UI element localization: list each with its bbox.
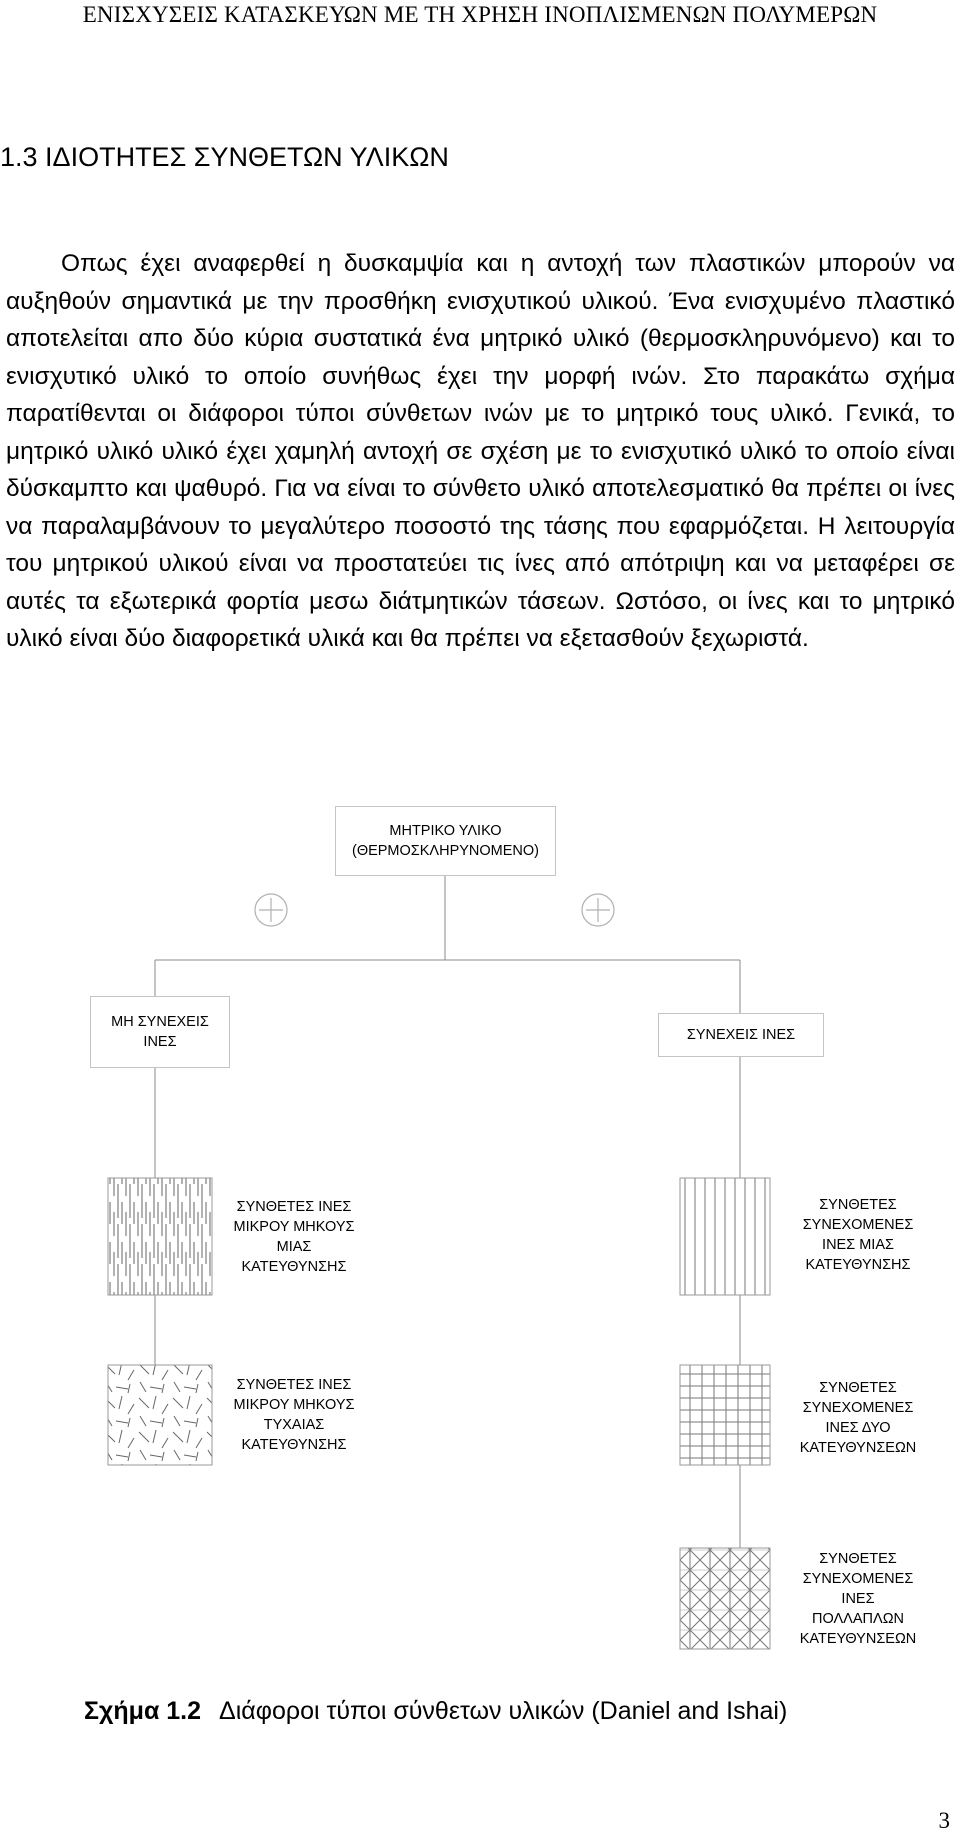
page-number: 3 (938, 1808, 950, 1833)
continuous-multidirectional-label: ΣΥΝΘΕΤΕΣ ΣΥΝΕΧΟΜΕΝΕΣ ΙΝΕΣ ΠΟΛΛΑΠΛΩΝ ΚΑΤΕΥΘΥΝΣΕΩΝ (799, 1551, 917, 1647)
short-random-label: ΣΥΝΘΕΤΕΣ ΙΝΕΣ ΜΙΚΡΟΥ ΜΗΚΟΥΣ ΤΥΧΑΙΑΣ ΚΑΤΕΥΘΥΝΣΗΣ (233, 1377, 355, 1453)
section-title: 1.3 ΙΔΙΟΤΗΤΕΣ ΣΥΝΘΕΤΩΝ ΥΛΙΚΩΝ (0, 142, 449, 172)
continuous-bidirectional-label: ΣΥΝΘΕΤΕΣ ΣΥΝΕΧΟΜΕΝΕΣ ΙΝΕΣ ΔΥΟ ΚΑΤΕΥΘΥΝΣΕΩΝ (799, 1380, 917, 1456)
figure-caption-text: Διάφοροι τύποι σύνθετων υλικών (Daniel and Ishai) (219, 1697, 788, 1725)
body-paragraph: Οπως έχει αναφερθεί η δυσκαμψία και η αντοχή των πλαστικών μπορούν να αυξηθούν σημαντικά με την προσθήκη ενισχυτικού υλικού. Ένα ενισχυμένο πλαστικό αποτελείται απο δύο κύρια συστατικά ένα μητρικό υλικό (θερμοσκληρυνόμενο) και το ενισχυτικό υλικό το οποίο συνήθως έχει την μορφή ινών. Στο παρακάτω σχήμα παρατίθενται οι διάφοροι τύποι σύνθετων ινών με το μητρικό τους υλικό. Γενικά, το μητρικό υλικό υλικό έχει χαμηλή αντοχή σε σχέση με το ενισχυτικό υλικό το οποίο είναι δύσκαμπτο και ψαθυρό. Για να είναι το σύνθετο υλικό αποτελεσματικό θα πρέπει οι ίνες να παραλαμβάνουν το μεγαλύτερο ποσοστό της τάσης που εφαρμόζεται. Η λειτουργία του μητρικού υλικού είναι να προστατεύει τις ίνες από απότριψη και να μεταφέρει σε αυτές τα εξωτερικά φορτία μεσω διάτμητικών τάσεων. Ωστόσο, οι ίνες και το μητρικό υλικό είναι δύο διαφορετικά υλικά και θα πρέπει να εξετασθούν ξεχωριστά. (6, 250, 955, 652)
continuous-bidirectional-swatch (680, 1365, 770, 1465)
short-aligned-label: ΣΥΝΘΕΤΕΣ ΙΝΕΣ ΜΙΚΡΟΥ ΜΗΚΟΥΣ ΜΙΑΣ ΚΑΤΕΥΘΥΝΣΗΣ (233, 1199, 355, 1275)
matrix-material-box: ΜΗΤΡΙΚΟ ΥΛΙΚΟ (ΘΕΡΜΟΣΚΛΗΡΥΝΟΜΕΝΟ) (335, 806, 556, 876)
figure-number: Σχήμα 1.2 (84, 1697, 202, 1725)
plus-circle-icon (582, 894, 614, 926)
discontinuous-fibers-box: ΜΗ ΣΥΝΕΧΕΙΣ ΙΝΕΣ (90, 996, 230, 1068)
short-random-fiber-swatch (108, 1365, 212, 1465)
continuous-multidirectional-swatch (680, 1548, 770, 1649)
continuous-unidirectional-swatch (680, 1178, 770, 1295)
running-header: ΕΝΙΣΧΥΣΕΙΣ ΚΑΤΑΣΚΕΥΩΝ ΜΕ ΤΗ ΧΡΗΣΗ ΙΝΟΠΛΙΣΜΕΝΩΝ ΠΟΛΥΜΕΡΩΝ (82, 2, 878, 27)
short-aligned-fiber-swatch (108, 1178, 212, 1295)
continuous-unidirectional-label: ΣΥΝΘΕΤΕΣ ΣΥΝΕΧΟΜΕΝΕΣ ΙΝΕΣ ΜΙΑΣ ΚΑΤΕΥΘΥΝΣΗΣ (802, 1197, 914, 1273)
plus-circle-icon (255, 894, 287, 926)
figure-caption (84, 1697, 787, 1726)
continuous-fibers-box: ΣΥΝΕΧΕΙΣ ΙΝΕΣ (658, 1013, 824, 1057)
